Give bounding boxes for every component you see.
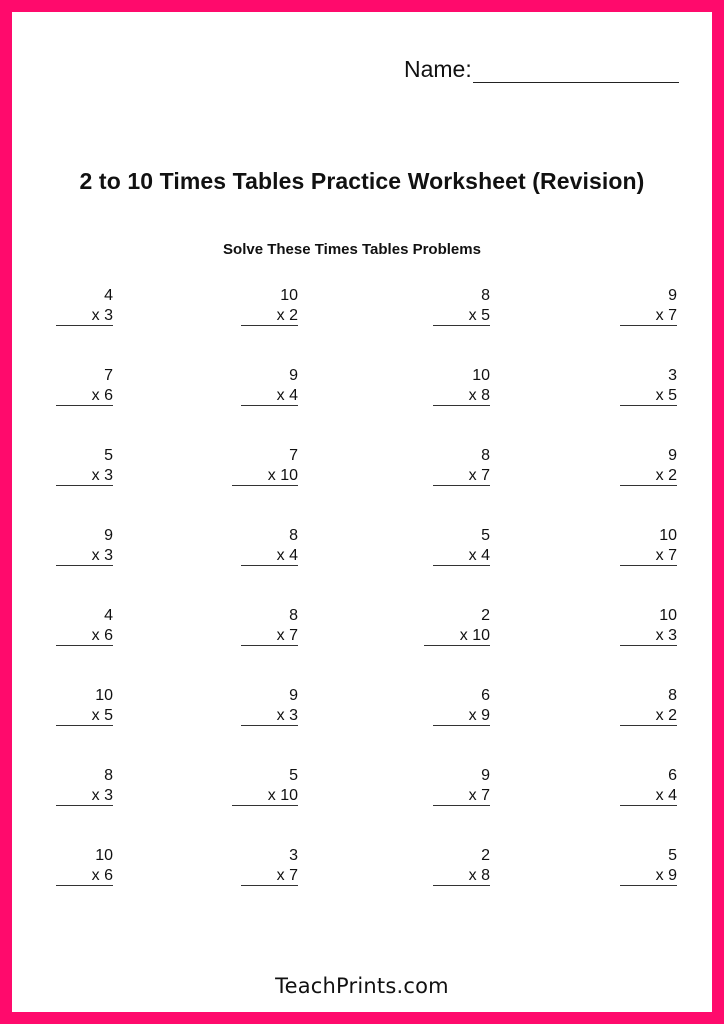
answer-line: x 3: [56, 786, 113, 806]
multiplier-row: [0, 466, 113, 486]
multiplicand: 8: [289, 607, 298, 624]
answer-line: x 7: [620, 546, 677, 566]
multiplication-problem: [557, 686, 677, 726]
multiplication-problem: [178, 606, 298, 646]
multiplier-row: [370, 706, 490, 726]
name-label: Name:: [404, 56, 472, 82]
answer-line: x 8: [433, 866, 490, 886]
multiplicand: 9: [289, 687, 298, 704]
multiplier-row: [370, 866, 490, 886]
answer-line: x 7: [433, 466, 490, 486]
multiplication-problem: [557, 286, 677, 326]
multiplicand: 10: [659, 527, 677, 544]
multiplier-row: [178, 546, 298, 566]
multiplication-problem: [178, 366, 298, 406]
multiplication-problem: [557, 526, 677, 566]
problem-grid: [12, 12, 712, 1012]
multiplicand: 6: [481, 687, 490, 704]
answer-line: x 4: [241, 386, 298, 406]
multiplication-problem: [370, 526, 490, 566]
answer-line: x 7: [241, 866, 298, 886]
answer-line: x 10: [232, 786, 298, 806]
answer-line: x 6: [56, 626, 113, 646]
multiplicand: 9: [104, 527, 113, 544]
multiplicand: 10: [659, 607, 677, 624]
multiplier-row: [370, 306, 490, 326]
answer-line: x 7: [433, 786, 490, 806]
multiplicand: 5: [481, 527, 490, 544]
multiplicand: 7: [289, 447, 298, 464]
answer-line: x 9: [433, 706, 490, 726]
multiplicand: 9: [668, 287, 677, 304]
multiplicand: 7: [104, 367, 113, 384]
multiplicand: 9: [289, 367, 298, 384]
multiplicand: 5: [104, 447, 113, 464]
multiplication-problem: [370, 686, 490, 726]
multiplication-problem: [557, 446, 677, 486]
multiplier-row: [178, 466, 298, 486]
multiplicand: 10: [472, 367, 490, 384]
multiplicand: 4: [104, 607, 113, 624]
multiplication-problem: [557, 846, 677, 886]
multiplication-problem: [370, 606, 490, 646]
multiplier-row: [178, 306, 298, 326]
answer-line: x 5: [56, 706, 113, 726]
multiplication-problem: [370, 766, 490, 806]
multiplier-row: [370, 466, 490, 486]
multiplicand: 8: [481, 447, 490, 464]
multiplication-problem: [0, 686, 113, 726]
answer-line: x 7: [241, 626, 298, 646]
multiplier-row: [370, 786, 490, 806]
answer-line: x 5: [620, 386, 677, 406]
multiplication-problem: [0, 366, 113, 406]
multiplier-row: [557, 866, 677, 886]
multiplicand: 10: [95, 687, 113, 704]
multiplication-problem: [178, 686, 298, 726]
answer-line: x 10: [232, 466, 298, 486]
answer-line: x 6: [56, 386, 113, 406]
answer-line: x 2: [620, 706, 677, 726]
answer-line: x 10: [424, 626, 490, 646]
multiplication-problem: [370, 846, 490, 886]
multiplication-problem: [178, 766, 298, 806]
answer-line: x 5: [433, 306, 490, 326]
multiplicand: 2: [481, 607, 490, 624]
multiplier-row: [0, 866, 113, 886]
answer-line: x 7: [620, 306, 677, 326]
multiplication-problem: [370, 446, 490, 486]
answer-line: x 2: [241, 306, 298, 326]
multiplication-problem: [557, 366, 677, 406]
multiplication-problem: [178, 846, 298, 886]
multiplication-problem: [557, 606, 677, 646]
multiplicand: 6: [668, 767, 677, 784]
multiplier-row: [557, 626, 677, 646]
multiplier-row: [557, 386, 677, 406]
answer-line: x 6: [56, 866, 113, 886]
multiplier-row: [178, 386, 298, 406]
multiplication-problem: [0, 446, 113, 486]
multiplication-problem: [178, 286, 298, 326]
multiplicand: 4: [104, 287, 113, 304]
multiplier-row: [0, 546, 113, 566]
multiplication-problem: [370, 286, 490, 326]
answer-line: x 4: [620, 786, 677, 806]
multiplier-row: [0, 306, 113, 326]
multiplicand: 9: [481, 767, 490, 784]
multiplier-row: [178, 706, 298, 726]
worksheet-title: 2 to 10 Times Tables Practice Worksheet (Revision): [79, 168, 645, 194]
multiplier-row: [557, 306, 677, 326]
multiplication-problem: [178, 446, 298, 486]
multiplicand: 10: [95, 847, 113, 864]
answer-line: x 4: [433, 546, 490, 566]
multiplication-problem: [0, 606, 113, 646]
multiplication-problem: [557, 766, 677, 806]
answer-line: x 3: [56, 466, 113, 486]
multiplicand: 8: [668, 687, 677, 704]
answer-line: x 9: [620, 866, 677, 886]
footer-brand: TeachPrints.com: [275, 974, 449, 998]
multiplicand: 5: [289, 767, 298, 784]
answer-line: x 3: [56, 306, 113, 326]
answer-line: x 3: [620, 626, 677, 646]
instructions-subtitle: Solve These Times Tables Problems: [223, 241, 481, 258]
multiplier-row: [370, 626, 490, 646]
multiplier-row: [0, 386, 113, 406]
multiplier-row: [178, 626, 298, 646]
multiplicand: 8: [481, 287, 490, 304]
multiplier-row: [0, 786, 113, 806]
multiplication-problem: [0, 846, 113, 886]
multiplicand: 5: [668, 847, 677, 864]
multiplication-problem: [178, 526, 298, 566]
multiplicand: 8: [104, 767, 113, 784]
multiplicand: 8: [289, 527, 298, 544]
multiplicand: 9: [668, 447, 677, 464]
answer-line: x 4: [241, 546, 298, 566]
answer-line: x 8: [433, 386, 490, 406]
multiplicand: 10: [280, 287, 298, 304]
multiplicand: 2: [481, 847, 490, 864]
multiplication-problem: [370, 366, 490, 406]
multiplicand: 3: [668, 367, 677, 384]
multiplier-row: [557, 546, 677, 566]
answer-line: x 2: [620, 466, 677, 486]
multiplication-problem: [0, 526, 113, 566]
multiplier-row: [0, 626, 113, 646]
multiplier-row: [370, 546, 490, 566]
multiplier-row: [0, 706, 113, 726]
multiplier-row: [370, 386, 490, 406]
multiplier-row: [557, 786, 677, 806]
multiplier-row: [557, 466, 677, 486]
multiplier-row: [557, 706, 677, 726]
multiplication-problem: [0, 286, 113, 326]
worksheet-page: [12, 12, 712, 1012]
multiplier-row: [178, 866, 298, 886]
multiplication-problem: [0, 766, 113, 806]
multiplier-row: [178, 786, 298, 806]
multiplicand: 3: [289, 847, 298, 864]
answer-line: x 3: [241, 706, 298, 726]
answer-line: x 3: [56, 546, 113, 566]
